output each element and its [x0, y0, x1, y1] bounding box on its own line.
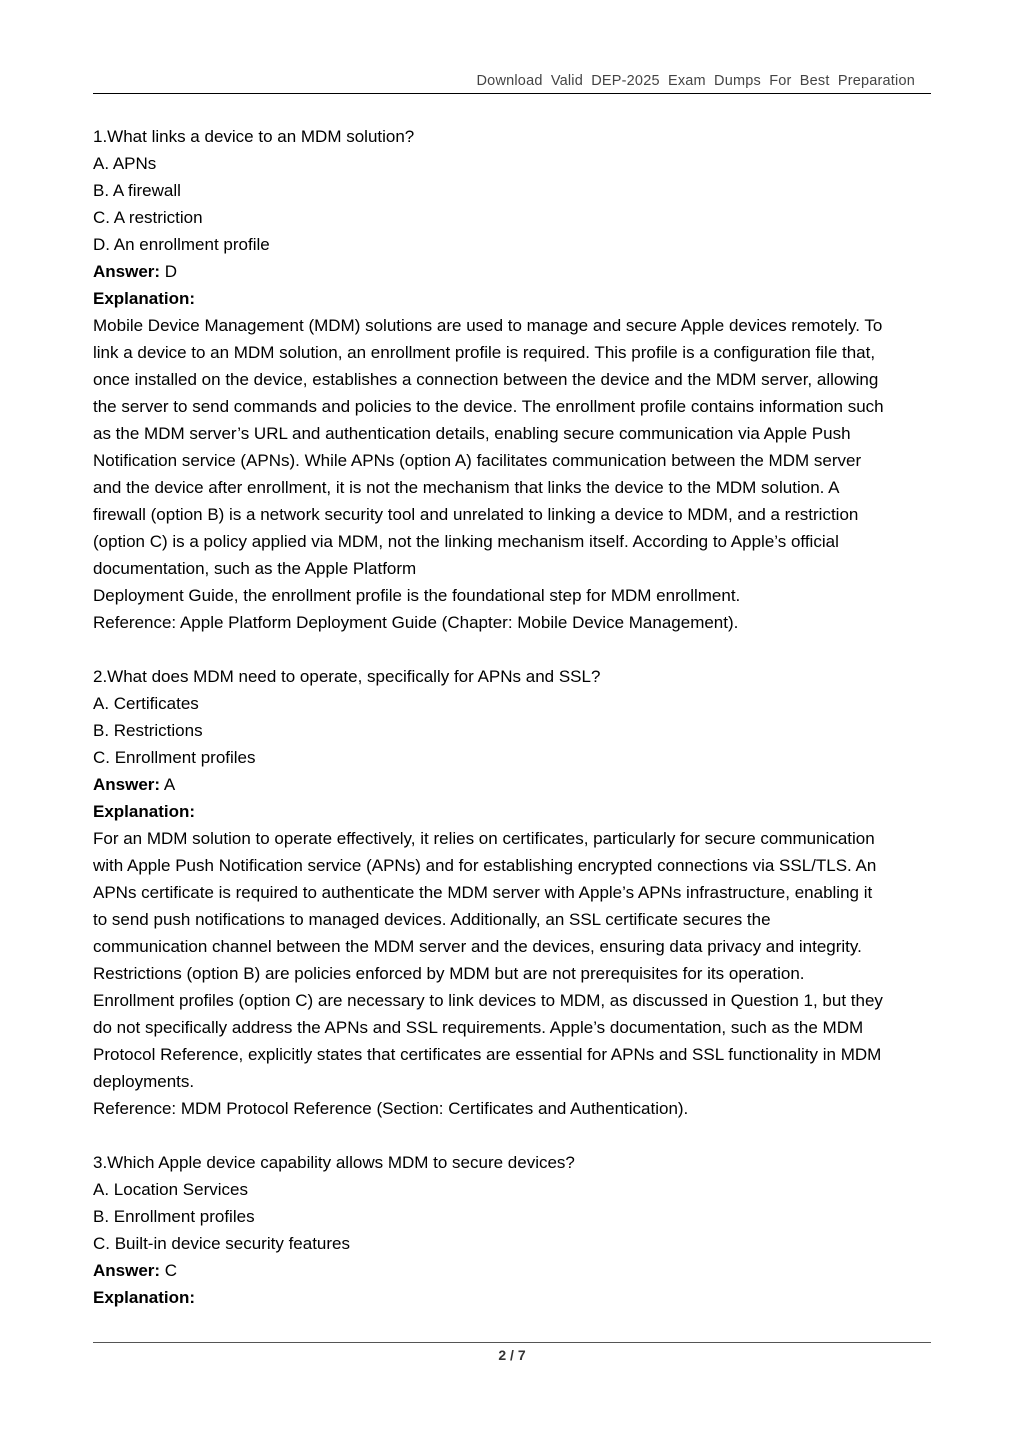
explanation-line: firewall (option B) is a network security tool and unrelated to linking a device to MDM, and a restriction: [93, 505, 859, 524]
header-text: Download Valid DEP-2025 Exam Dumps For Best Preparation: [476, 73, 915, 89]
explanation-line: Protocol Reference, explicitly states that certificates are essential for APNs and SSL functionality in MDM: [93, 1045, 882, 1064]
explanation-label: Explanation:: [93, 1288, 196, 1307]
page-number: 2 / 7: [498, 1347, 526, 1363]
explanation-line: (option C) is a policy applied via MDM, not the linking mechanism itself. According to Apple’s official: [93, 532, 839, 551]
answer-line: [93, 258, 938, 285]
explanation-line: the server to send commands and policies to the device. The enrollment profile contains information such: [93, 397, 884, 416]
page-header: [93, 70, 931, 94]
answer-value: D: [160, 262, 178, 281]
option-b: B. Enrollment profiles: [93, 1207, 255, 1226]
explanation-line: to send push notifications to managed devices. Additionally, an SSL certificate secures the: [93, 910, 771, 929]
explanation-line: with Apple Push Notification service (APNs) and for establishing encrypted connections via SSL/TLS. An: [93, 856, 877, 875]
question-text: 3.Which Apple device capability allows MDM to secure devices?: [93, 1153, 575, 1172]
explanation-line: and the device after enrollment, it is not the mechanism that links the device to the MDM solution. A: [93, 478, 840, 497]
question-block-1: [93, 123, 938, 636]
answer-line: [93, 771, 938, 798]
answer-value: A: [160, 775, 176, 794]
answer-value: C: [160, 1261, 178, 1280]
option-c: C. Enrollment profiles: [93, 748, 256, 767]
explanation-line: Notification service (APNs). While APNs (option A) facilitates communication between the MDM server: [93, 451, 862, 470]
explanation-line: documentation, such as the Apple Platform: [93, 559, 417, 578]
question-block-3: [93, 1149, 938, 1311]
explanation-line: as the MDM server’s URL and authentication details, enabling secure communication via Apple Push: [93, 424, 851, 443]
option-a: A. APNs: [93, 154, 157, 173]
option-c: C. A restriction: [93, 208, 203, 227]
explanation-line: once installed on the device, establishes a connection between the device and the MDM server, allowing: [93, 370, 879, 389]
explanation-line: communication channel between the MDM server and the devices, ensuring data privacy and integrity.: [93, 937, 862, 956]
explanation-line: Deployment Guide, the enrollment profile is the foundational step for MDM enrollment.: [93, 586, 741, 605]
question-text: 1.What links a device to an MDM solution?: [93, 127, 415, 146]
explanation-line: Mobile Device Management (MDM) solutions are used to manage and secure Apple devices remotely. To: [93, 316, 883, 335]
question-spacer: [93, 636, 938, 663]
explanation-label: Explanation:: [93, 289, 196, 308]
explanation-line: do not specifically address the APNs and SSL requirements. Apple’s documentation, such as the MDM: [93, 1018, 864, 1037]
question-spacer: [93, 1122, 938, 1149]
option-d: D. An enrollment profile: [93, 235, 270, 254]
explanation-line: APNs certificate is required to authenticate the MDM server with Apple’s APNs infrastructure, enabling it: [93, 883, 873, 902]
explanation-label: Explanation:: [93, 802, 196, 821]
option-a: A. Location Services: [93, 1180, 248, 1199]
option-a: A. Certificates: [93, 694, 199, 713]
explanation-line: link a device to an MDM solution, an enrollment profile is required. This profile is a configuration file that,: [93, 343, 876, 362]
explanation-line: Restrictions (option B) are policies enforced by MDM but are not prerequisites for its operation.: [93, 964, 805, 983]
explanation-line: For an MDM solution to operate effectively, it relies on certificates, particularly for secure communication: [93, 829, 875, 848]
page-footer: [93, 1342, 931, 1363]
reference-line: Reference: MDM Protocol Reference (Section: Certificates and Authentication).: [93, 1099, 689, 1118]
answer-label: Answer:: [93, 1261, 161, 1280]
question-text: 2.What does MDM need to operate, specifically for APNs and SSL?: [93, 667, 601, 686]
page-content: [93, 123, 938, 1311]
answer-label: Answer:: [93, 262, 161, 281]
question-block-2: [93, 663, 938, 1122]
option-b: B. Restrictions: [93, 721, 203, 740]
answer-line: [93, 1257, 938, 1284]
option-c: C. Built-in device security features: [93, 1234, 350, 1253]
explanation-line: deployments.: [93, 1072, 195, 1091]
answer-label: Answer:: [93, 775, 161, 794]
option-b: B. A firewall: [93, 181, 181, 200]
explanation-line: Enrollment profiles (option C) are necessary to link devices to MDM, as discussed in Question 1, but they: [93, 991, 883, 1010]
reference-line: Reference: Apple Platform Deployment Guide (Chapter: Mobile Device Management).: [93, 613, 739, 632]
